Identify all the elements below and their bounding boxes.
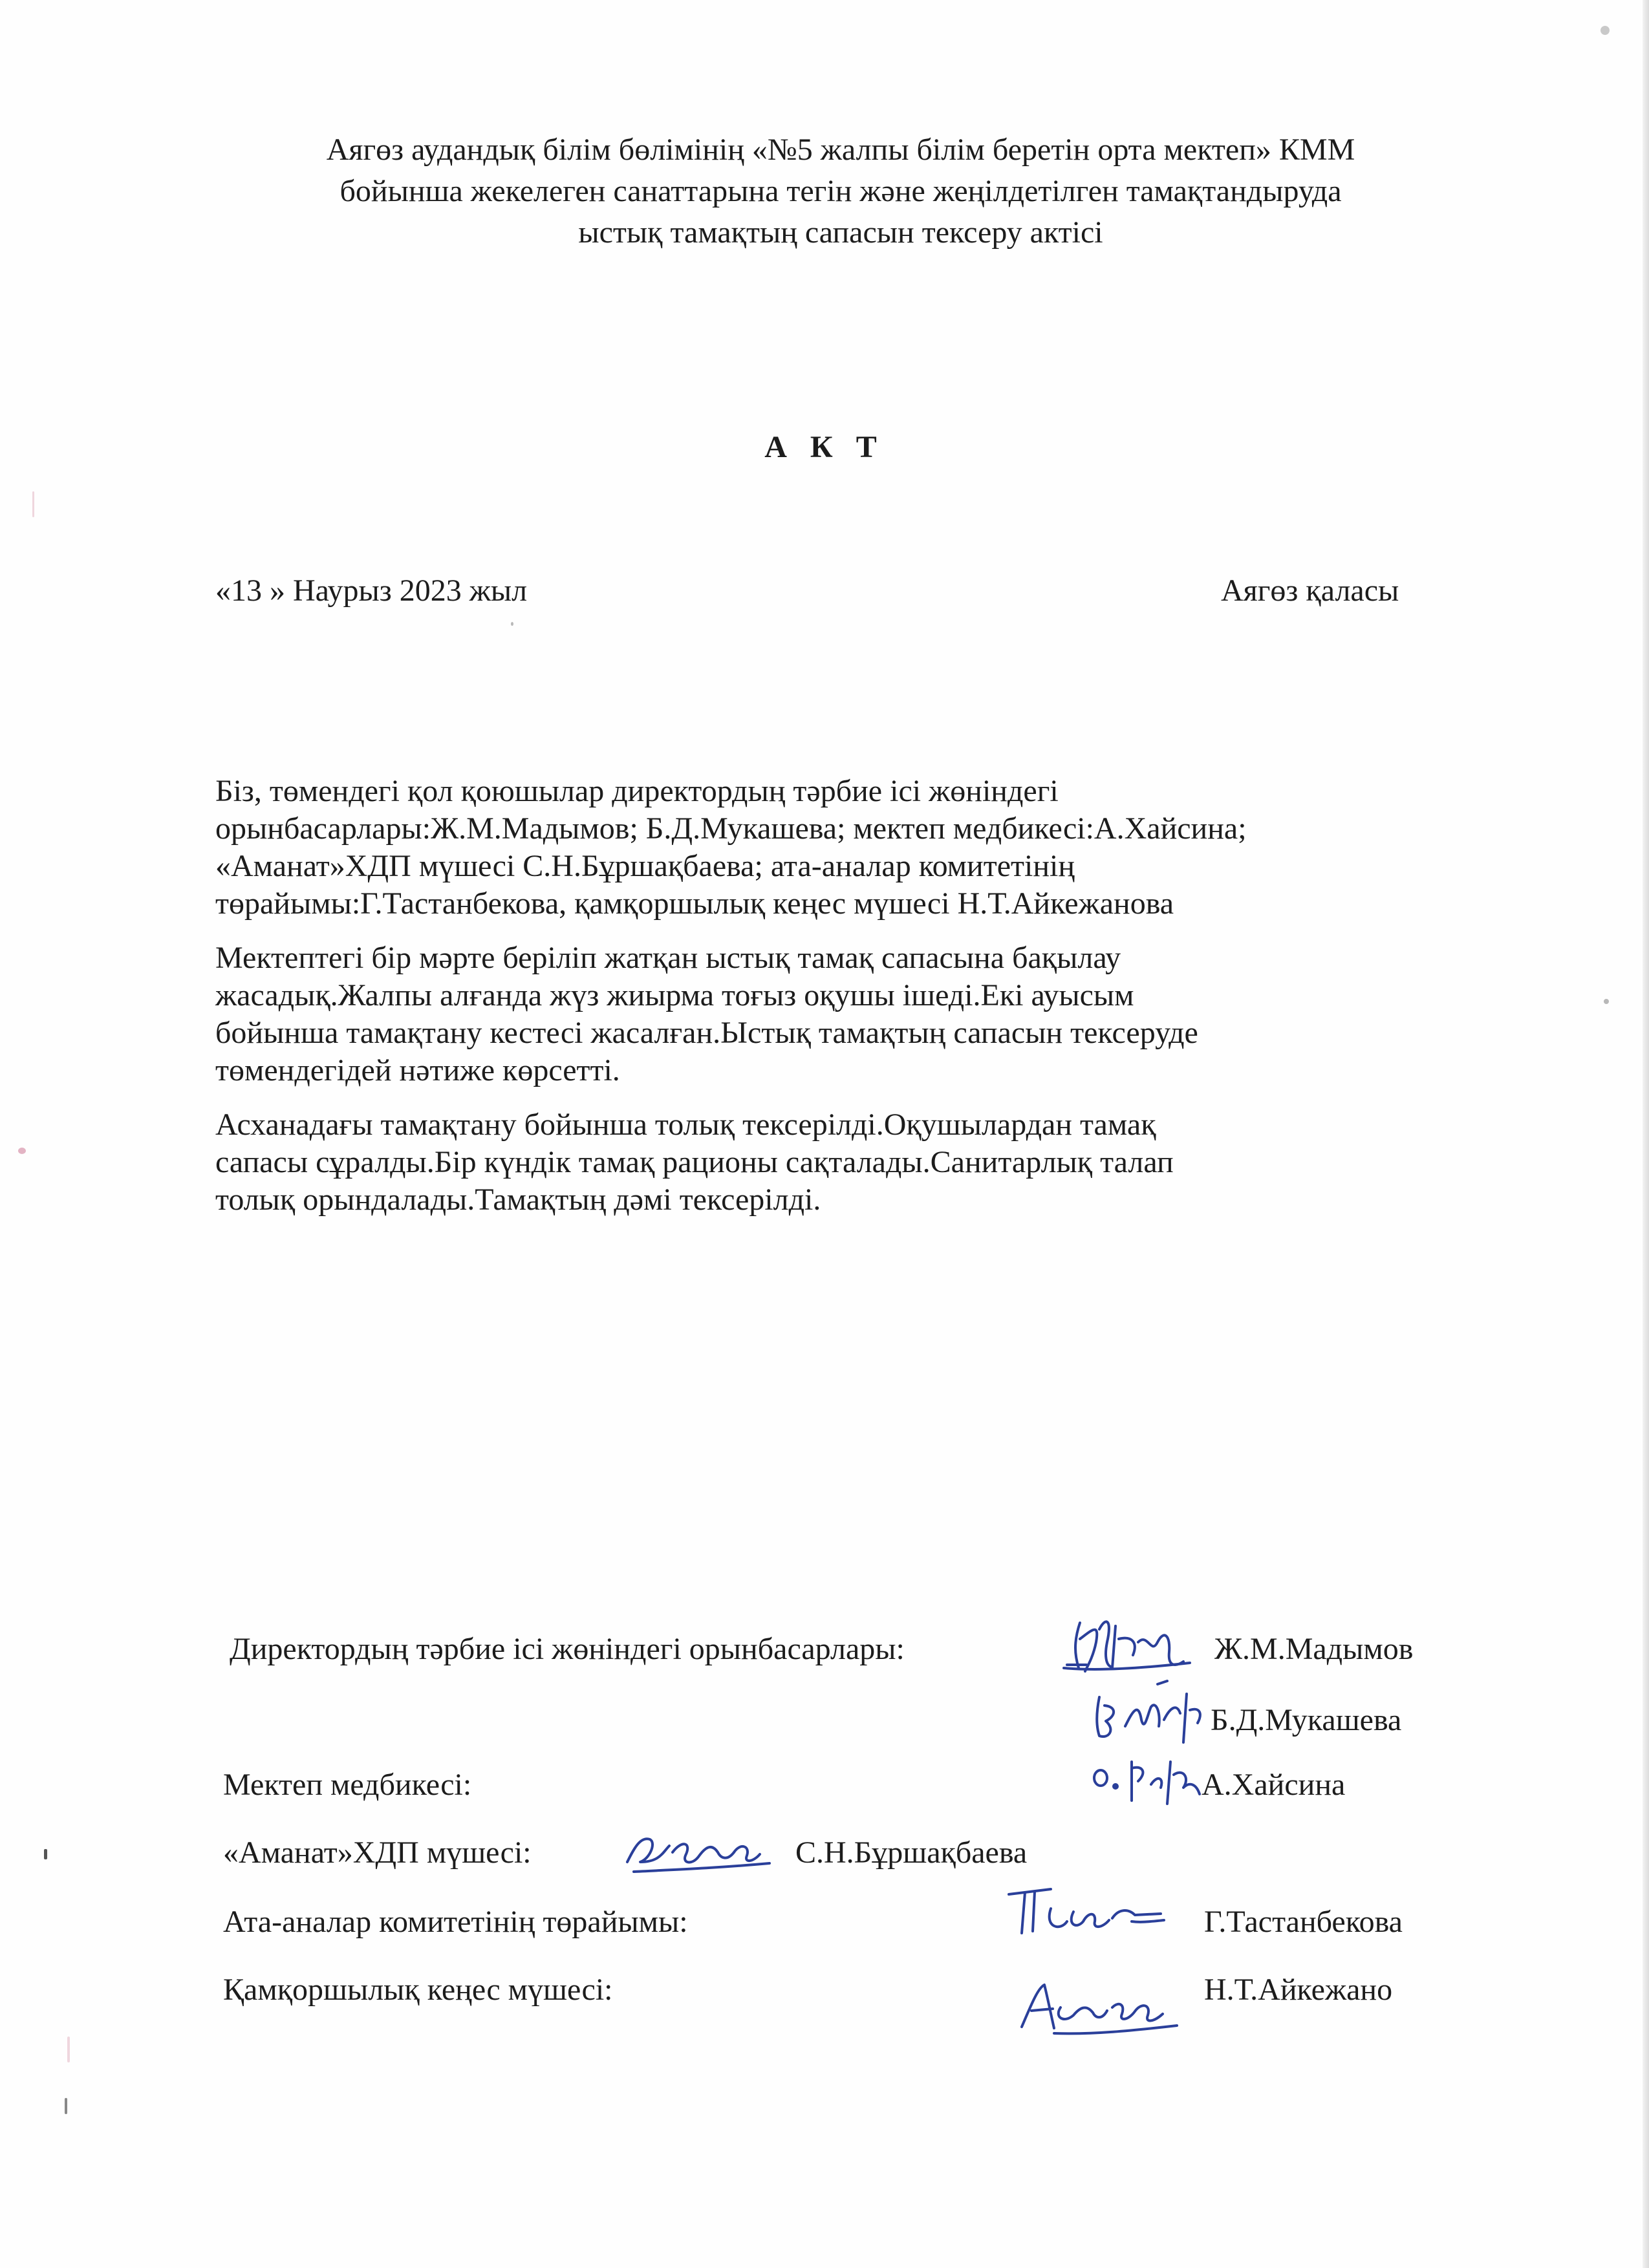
document-title [213,129,1468,253]
body-paragraph: Біз, төмендегі қол қоюшылар директордың тәрбие ісі жөніндегі орынбасарлары:Ж.М.Мадымов; Б.Д.Мукашева; мектеп медбикесі:А.Хайсина; «Аманат»ХДП мүшесі С.Н.Бұршақбаева; ата-аналар комитетінің төрайымы:Г.Тастанбекова, қамқоршылық кеңес мүшесі Н.Т.Айкежанова [215,774,1247,921]
handwritten-signature [1006,1883,1174,1941]
signatory-name: С.Н.Бұршақбаева [795,1835,1028,1870]
signatory-name: Ж.М.Мадымов [1214,1632,1414,1666]
signatory-name: Б.Д.Мукашева [1211,1703,1402,1737]
handwritten-signature [1061,1603,1203,1681]
signatory-name: А.Хайсина [1202,1768,1346,1802]
scan-speck [65,2098,67,2114]
scan-speck [32,491,34,517]
title-line: Аягөз аудандық білім бөлімінің «№5 жалпы білім беретін орта мектеп» КММ [326,133,1355,167]
handwritten-signature [621,1817,776,1878]
document-city: Аягөз қаласы [1221,573,1399,608]
title-line: бойынша жекелеген санаттарына тегін және жеңілдетілген тамақтандыруда [339,174,1342,208]
scan-speck [511,622,513,626]
signatory-role: Директордың тәрбие ісі жөніндегі орынбасарлары: [230,1632,905,1666]
scan-speck [1600,26,1610,35]
document-body [215,773,1496,1236]
title-line: ыстық тамақтың сапасын тексеру актісі [578,215,1103,250]
handwritten-signature [1086,1674,1216,1746]
scan-speck [67,2037,70,2062]
body-paragraph: Мектептегі бір мәрте беріліп жатқан ыстық тамақ сапасына бақылау жасадық.Жалпы алғанда жүз жиырма тоғыз оқушы ішеді.Екі ауысым бойынша тамақтану кестесі жасалған.Ыстық тамақтың сапасын тексеруде төмендегідей нәтиже көрсетті. [215,941,1198,1087]
page-edge-shadow [1643,0,1649,2268]
signatory-role: «Аманат»ХДП мүшесі: [223,1835,532,1870]
signatory-role: Мектеп медбикесі: [223,1768,472,1802]
scan-speck [44,1849,47,1859]
document-date: «13 » Наурыз 2023 жыл [215,573,528,608]
signatory-role: Қамқоршылық кеңес мүшесі: [223,1973,613,2007]
signatory-name: Н.Т.Айкежано [1204,1973,1393,2007]
handwritten-signature [1015,1969,1183,2040]
handwritten-signature [1086,1749,1209,1807]
scan-speck [18,1148,26,1154]
scan-speck [1604,999,1609,1004]
signatory-name: Г.Тастанбекова [1204,1905,1403,1939]
act-heading: А К Т [764,430,885,464]
signatory-role: Ата-аналар комитетінің төрайымы: [223,1905,688,1939]
body-paragraph: Асханадағы тамақтану бойынша толық тексерілді.Оқушылардан тамақ сапасы сұралды.Бір күндік тамақ рационы сақталады.Санитарлық талап толық орындалады.Тамақтың дәмі тексерілді. [215,1107,1174,1217]
